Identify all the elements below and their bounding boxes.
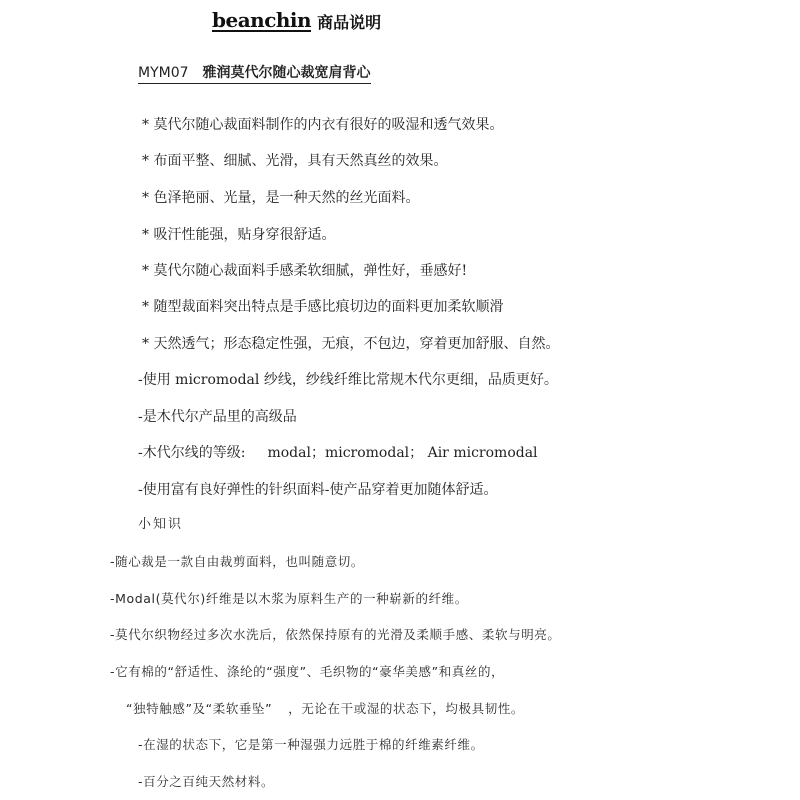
note-item: -使用富有良好弹性的针织面料-使产品穿着更加随体舒适。 bbox=[138, 482, 498, 498]
knowledge-quote: “独特触感”及“柔软垂坠” bbox=[126, 701, 273, 716]
feature-item: * 色泽艳丽、光量，是一种天然的丝光面料。 bbox=[142, 190, 420, 206]
product-name: 雅润莫代尔随心裁宽肩背心 bbox=[202, 65, 371, 81]
feature-item: * 随型裁面料突出特点是手感比痕切边的面料更加柔软顺滑 bbox=[142, 299, 504, 315]
note-item: -使用 micromodal 纱线，纱线纤维比常规木代尔更细，品质更好。 bbox=[138, 372, 558, 388]
feature-item: * 吸汗性能强，贴身穿很舒适。 bbox=[142, 227, 336, 243]
feature-item: * 布面平整、细腻、光滑，具有天然真丝的效果。 bbox=[142, 153, 448, 169]
knowledge-item: -百分之百纯天然材料。 bbox=[138, 774, 275, 789]
grade-label: -木代尔线的等级: bbox=[138, 445, 246, 461]
knowledge-quote-cont: ，无论在干或湿的状态下，均极具韧性。 bbox=[288, 701, 525, 716]
note-item: -是木代尔产品里的高级品 bbox=[138, 409, 297, 425]
knowledge-item: -在湿的状态下，它是第一种湿强力远胜于棉的纤维素纤维。 bbox=[138, 737, 484, 752]
brand-logo: beanchin bbox=[212, 7, 312, 32]
feature-item: * 莫代尔随心裁面料制作的内衣有很好的吸湿和透气效果。 bbox=[142, 117, 504, 133]
product-code: MYM07 bbox=[138, 65, 189, 81]
knowledge-label: 小知识 bbox=[138, 517, 184, 532]
product-title bbox=[138, 62, 371, 84]
knowledge-item: -它有棉的“舒适性、涤纶的“强度”、毛织物的“豪华美感”和真丝的， bbox=[110, 664, 505, 679]
knowledge-item: -随心裁是一款自由裁剪面料，也叫随意切。 bbox=[110, 554, 365, 569]
knowledge-item: -莫代尔织物经过多次水洗后，依然保持原有的光滑及柔顺手感、柔软与明亮。 bbox=[110, 627, 561, 642]
feature-item: * 莫代尔随心裁面料手感柔软细腻，弹性好，垂感好! bbox=[142, 263, 468, 279]
feature-item: * 天然透气；形态稳定性强，无痕，不包边，穿着更加舒服、自然。 bbox=[142, 336, 560, 352]
knowledge-item: -Modal(莫代尔)纤维是以木浆为原料生产的一种崭新的纤维。 bbox=[110, 591, 468, 606]
grade-values: modal；micromodal； Air micromodal bbox=[267, 445, 538, 461]
header-title: 商品说明 bbox=[317, 12, 382, 32]
knowledge-item bbox=[126, 700, 524, 718]
page-header bbox=[212, 6, 381, 36]
note-item bbox=[138, 444, 538, 462]
